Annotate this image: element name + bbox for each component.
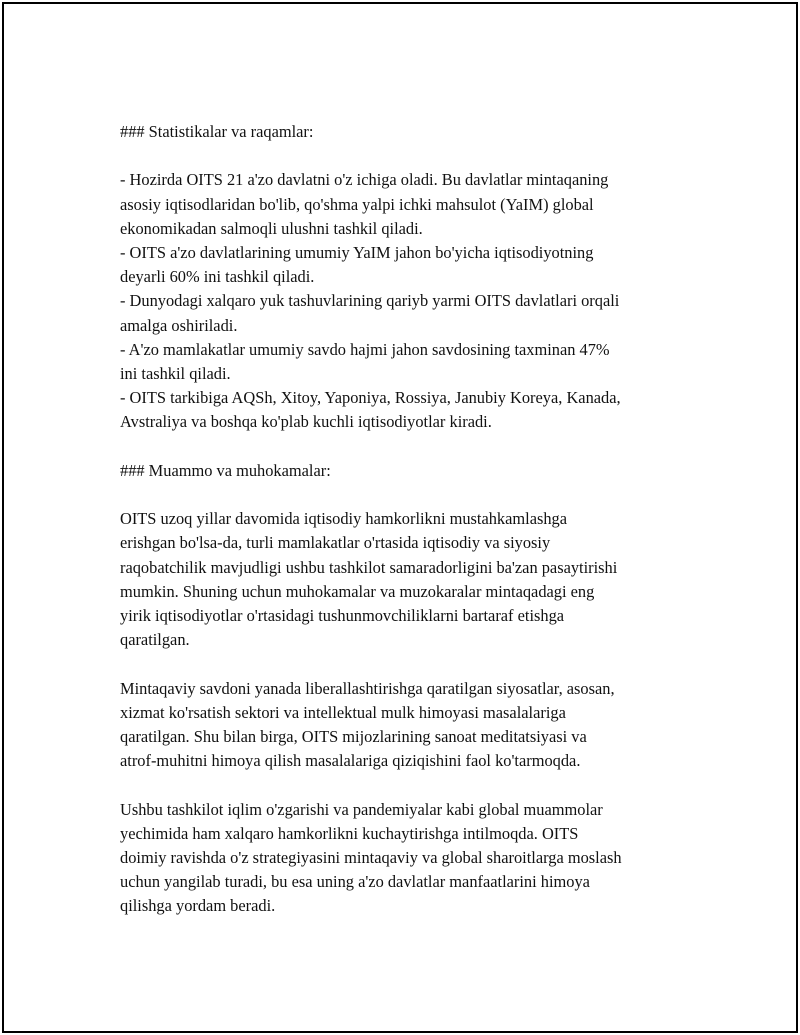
text-line: Ushbu tashkilot iqlim o'zgarishi va pandemiyalar kabi global muammolar <box>120 799 603 819</box>
text-line: - A'zo mamlakatlar umumiy savdo hajmi jahon savdosining taxminan 47% <box>120 339 610 359</box>
paragraph <box>120 507 700 652</box>
text-line: yirik iqtisodiyotlar o'rtasidagi tushunmovchiliklarni bartaraf etishga <box>120 606 565 626</box>
section-heading-problems: ### Muammo va muhokamalar: <box>120 460 331 480</box>
text-line: - Hozirda OITS 21 a'zo davlatni o'z ichiga oladi. Bu davlatlar mintaqaning <box>120 170 609 190</box>
text-line: raqobatchilik mavjudligi ushbu tashkilot samaradorligini ba'zan pasaytirishi <box>120 557 618 577</box>
text-line: erishgan bo'lsa-da, turli mamlakatlar o'rtasida iqtisodiy va siyosiy <box>120 533 551 553</box>
text-line: doimiy ravishda o'z strategiyasini mintaqaviy va global sharoitlarga moslash <box>120 848 622 868</box>
text-line: - Dunyodagi xalqaro yuk tashuvlarining qariyb yarmi OITS davlatlari orqali <box>120 291 620 311</box>
paragraph <box>120 677 700 774</box>
stat-item <box>120 386 700 434</box>
spacer <box>120 652 700 676</box>
spacer <box>120 144 700 168</box>
spacer <box>120 483 700 507</box>
text-line: atrof-muhitni himoya qilish masalalariga qiziqishini faol ko'tarmoqda. <box>120 751 581 771</box>
text-line: yechimida ham xalqaro hamkorlikni kuchaytirishga intilmoqda. OITS <box>120 823 579 843</box>
text-line: xizmat ko'rsatish sektori va intellektual mulk himoyasi masalalariga <box>120 702 566 722</box>
text-line: Avstraliya va boshqa ko'plab kuchli iqtisodiyotlar kiradi. <box>120 412 492 432</box>
text-line: qaratilgan. <box>120 630 190 650</box>
text-line: ini tashkil qiladi. <box>120 364 231 384</box>
text-line: Mintaqaviy savdoni yanada liberallashtirishga qaratilgan siyosatlar, asosan, <box>120 678 615 698</box>
stat-item <box>120 338 700 386</box>
text-line: qilishga yordam beradi. <box>120 896 276 916</box>
stat-item <box>120 289 700 337</box>
text-line: qaratilgan. Shu bilan birga, OITS mijozlarining sanoat meditatsiyasi va <box>120 727 587 747</box>
text-line: amalga oshiriladi. <box>120 315 238 335</box>
text-line: ekonomikadan salmoqli ulushni tashkil qiladi. <box>120 218 423 238</box>
stat-item <box>120 168 700 241</box>
spacer <box>120 773 700 797</box>
document-body <box>120 120 700 919</box>
text-line: deyarli 60% ini tashkil qiladi. <box>120 267 315 287</box>
text-line: asosiy iqtisodlaridan bo'lib, qo'shma yalpi ichki mahsulot (YaIM) global <box>120 194 594 214</box>
text-line: mumkin. Shuning uchun muhokamalar va muzokaralar mintaqadagi eng <box>120 581 595 601</box>
stat-item <box>120 241 700 289</box>
text-line: uchun yangilab turadi, bu esa uning a'zo davlatlar manfaatlarini himoya <box>120 872 590 892</box>
text-line: - OITS tarkibiga AQSh, Xitoy, Yaponiya, Rossiya, Janubiy Koreya, Kanada, <box>120 388 621 408</box>
section-heading-statistics: ### Statistikalar va raqamlar: <box>120 122 314 141</box>
text-line: OITS uzoq yillar davomida iqtisodiy hamkorlikni mustahkamlashga <box>120 509 568 529</box>
paragraph <box>120 798 700 919</box>
text-line: - OITS a'zo davlatlarining umumiy YaIM jahon bo'yicha iqtisodiyotning <box>120 243 594 262</box>
spacer <box>120 435 700 459</box>
document-page <box>2 2 798 1033</box>
